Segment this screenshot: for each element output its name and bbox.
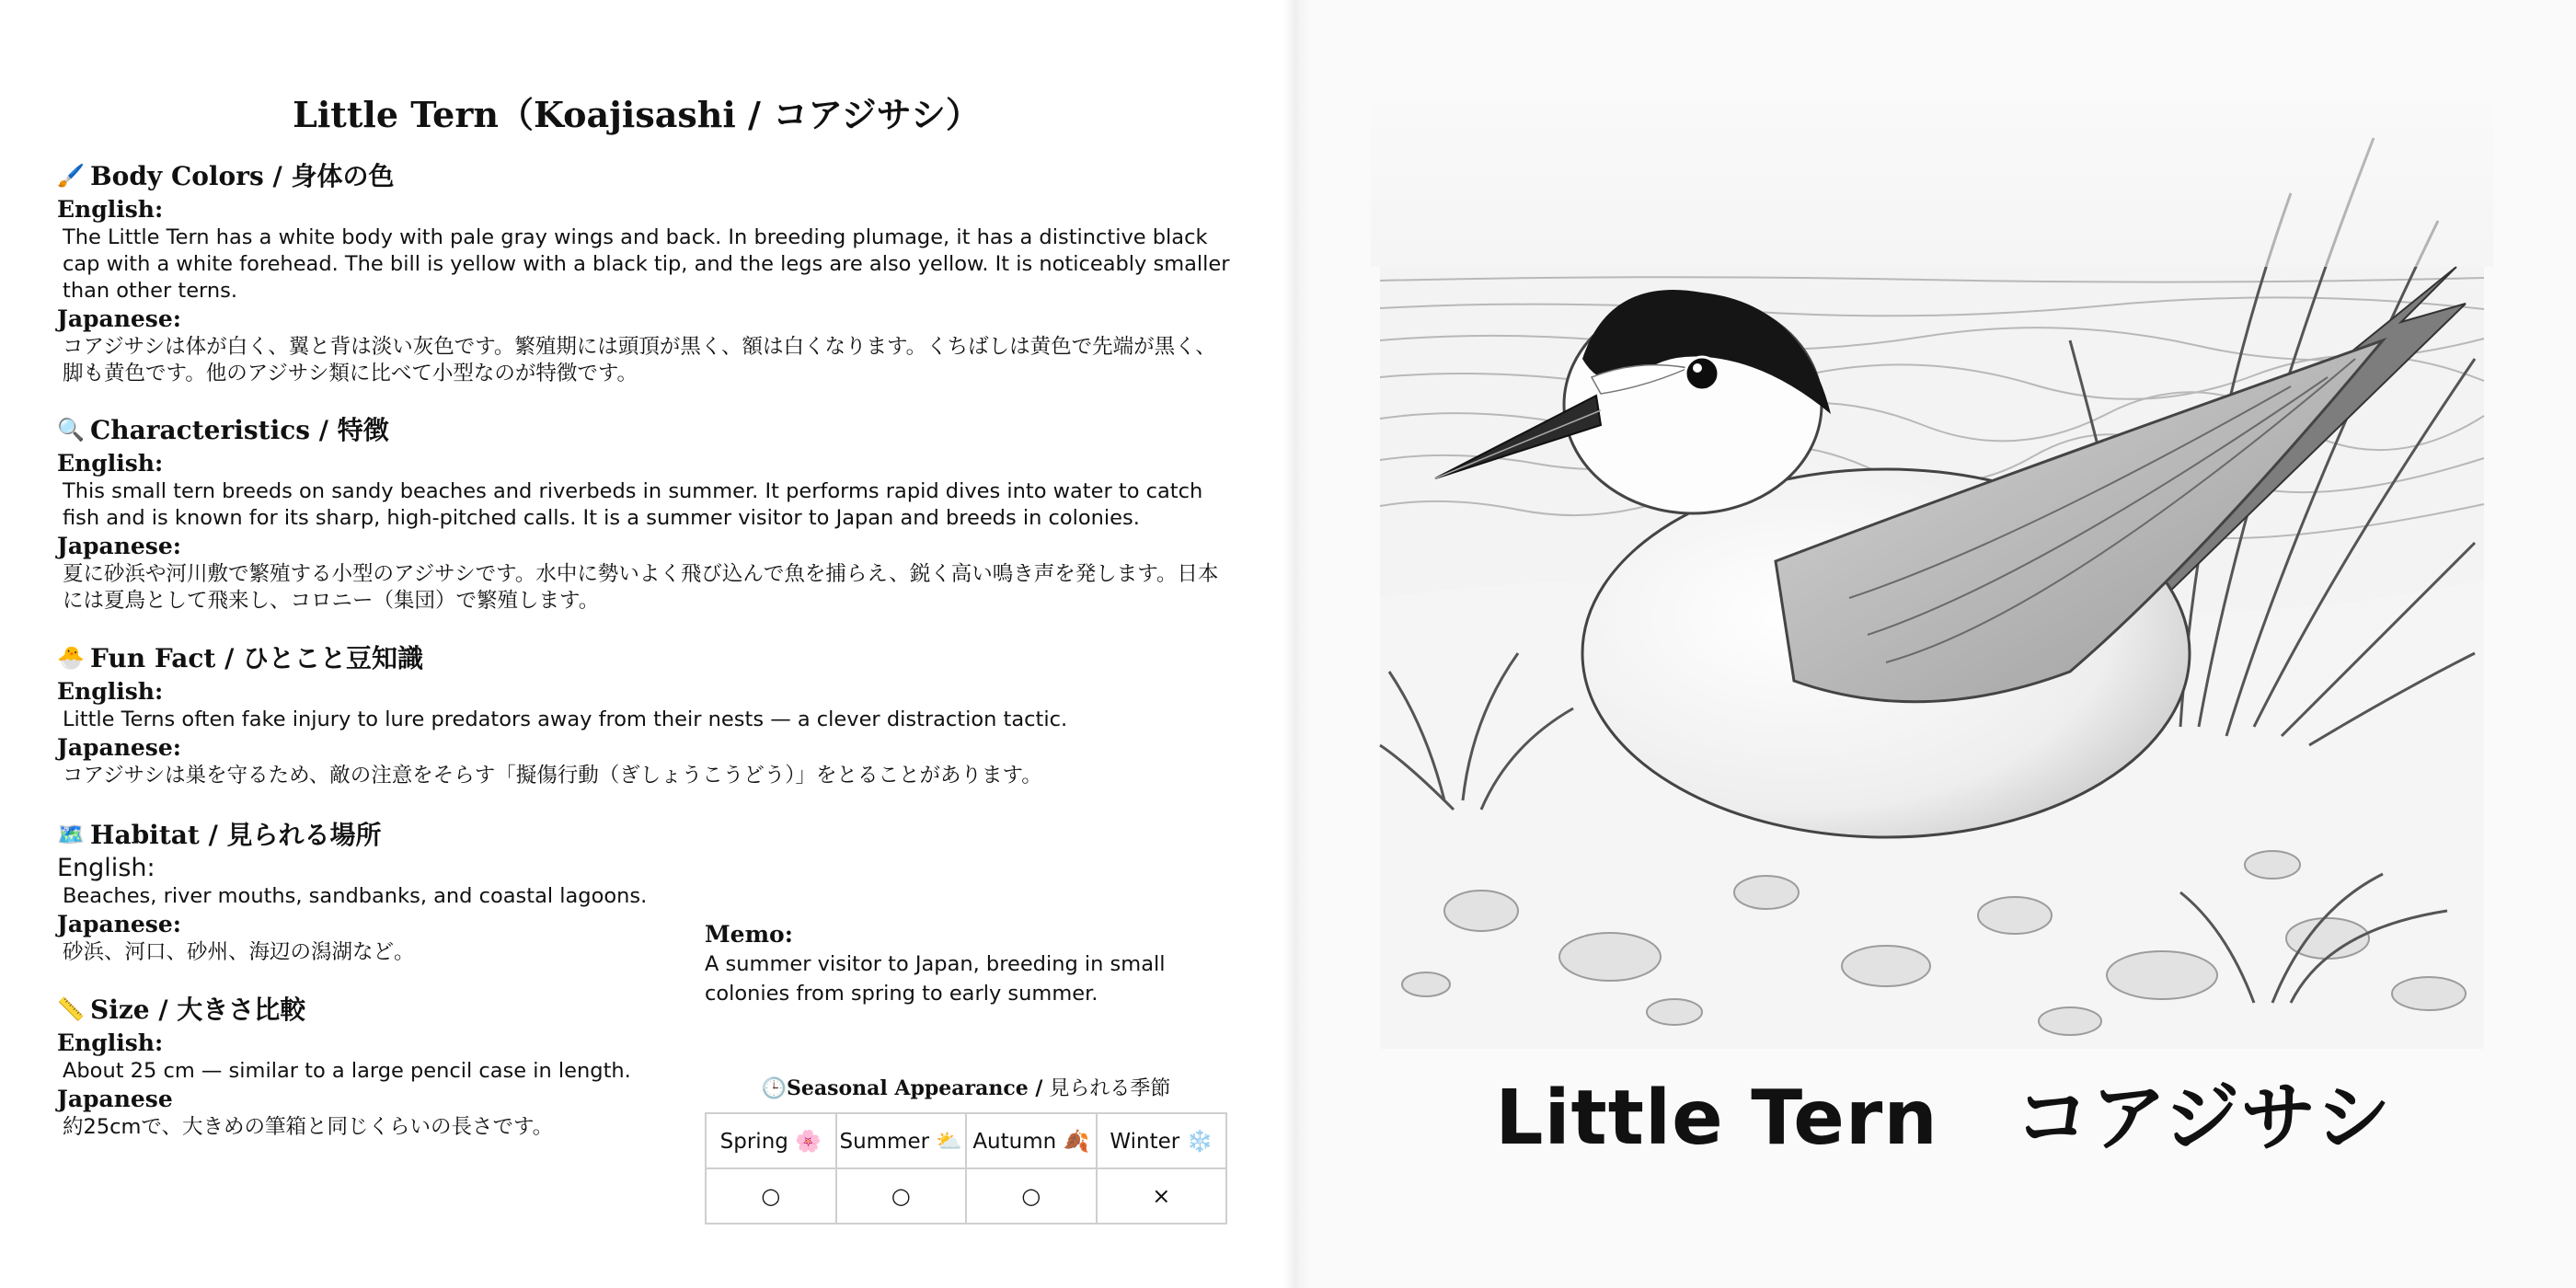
section-size (57, 990, 683, 1141)
page-title: Little Tern（Koajisashi / コアジサシ） (293, 94, 981, 135)
season-header-autumn: Autumn 🍂 (966, 1113, 1097, 1168)
section-heading (57, 990, 683, 1027)
section-habitat (57, 815, 683, 966)
section-heading-text: Characteristics / 特徴 (90, 415, 389, 445)
illustration-caption: Little Tern コアジサシ (1495, 1075, 2392, 1162)
english-text: Little Terns often fake injury to lure predators away from their nests — a clever distraction tactic. (63, 707, 1068, 731)
section-heading (57, 410, 1235, 447)
section-heading (57, 156, 1235, 193)
section-heading-text: Habitat / 見られる場所 (90, 820, 382, 850)
japanese-label: Japanese: (57, 305, 181, 332)
seasonal-title (705, 1073, 1227, 1101)
section-body-colors (57, 156, 1235, 387)
eye-highlight (1693, 363, 1702, 373)
season-value-spring: ○ (706, 1168, 836, 1224)
sky (1371, 83, 2493, 267)
english-text: About 25 cm — similar to a large pencil case in length. (63, 1059, 631, 1083)
japanese-label: Japanese: (57, 911, 181, 937)
season-value-autumn: ○ (966, 1168, 1097, 1224)
season-header-winter: Winter ❄️ (1097, 1113, 1227, 1168)
section-heading (57, 638, 1235, 675)
japanese-label: Japanese (57, 1086, 173, 1112)
japanese-text: 夏に砂浜や河川敷で繁殖する小型のアジサシです。水中に勢いよく飛び込んで魚を捕らえ、鋭く高い鳴き声を発します。日本には夏鳥として飛来し、コロニー（集団）で繁殖します。 (63, 562, 1219, 613)
seasonal-appearance (705, 1073, 1227, 1225)
english-label: English: (57, 854, 155, 882)
japanese-label: Japanese: (57, 533, 181, 559)
japanese-text: コアジサシは体が白く、翼と背は淡い灰色です。繁殖期には頭頂が黒く、額は白くなります。くちばしは黄色で先端が黒く、脚も黄色です。他のアジサシ類に比べて小型なのが特徴です。 (63, 335, 1216, 385)
japanese-label: Japanese: (57, 734, 181, 761)
english-label: English: (57, 678, 164, 705)
english-text: This small tern breeds on sandy beaches and riverbeds in summer. It performs rapid dives into water to catch fish and is known for its sharp, high-pitched calls. It is a summer visitor to Japan and breeds in colonies. (63, 479, 1203, 530)
ruler-icon: 📏 (57, 995, 85, 1022)
section-characteristics (57, 410, 1235, 615)
magnifier-icon: 🔍 (57, 415, 85, 443)
english-text: Beaches, river mouths, sandbanks, and coastal lagoons. (63, 884, 648, 908)
season-value-winter: × (1097, 1168, 1227, 1224)
section-heading-text: Fun Fact / ひとこと豆知識 (90, 643, 424, 673)
japanese-text: 砂浜、河口、砂州、海辺の潟湖など。 (63, 940, 415, 964)
seasonal-title-en: Seasonal Appearance / (786, 1076, 1043, 1100)
season-header-spring: Spring 🌸 (706, 1113, 836, 1168)
section-heading-text: Body Colors / 身体の色 (90, 161, 395, 191)
english-text: The Little Tern has a white body with pale gray wings and back. In breeding plumage, it has a distinctive black cap with a white forehead. The bill is yellow with a black tip, and the legs are also yellow. It is noticeably smaller than other terns. (63, 225, 1230, 303)
english-label: English: (57, 450, 164, 477)
tern-eye (1685, 357, 1719, 390)
memo-text: A summer visitor to Japan, breeding in small colonies from spring to early summer. (705, 952, 1166, 1006)
clock-icon: 🕒 (761, 1076, 787, 1100)
memo-label: Memo: (705, 921, 793, 948)
book-gutter (1283, 0, 1311, 1288)
section-heading-text: Size / 大きさ比較 (90, 995, 306, 1025)
japanese-text: 約25cmで、大きめの筆箱と同じくらいの長さです。 (63, 1115, 554, 1139)
season-value-row (706, 1168, 1226, 1224)
paintbrush-icon: 🖌️ (57, 161, 85, 189)
season-header-row (706, 1113, 1226, 1168)
memo-box (705, 920, 1238, 1008)
chick-icon: 🐣 (57, 643, 85, 671)
english-label: English: (57, 1029, 164, 1056)
seasonal-title-ja: 見られる季節 (1042, 1077, 1171, 1100)
section-heading (57, 815, 683, 852)
little-tern-illustration (1371, 83, 2493, 1076)
section-fun-fact (57, 638, 1235, 789)
season-table (705, 1112, 1227, 1225)
map-icon: 🗺️ (57, 820, 85, 847)
season-header-summer: Summer ⛅ (836, 1113, 967, 1168)
english-label: English: (57, 196, 164, 223)
japanese-text: コアジサシは巣を守るため、敵の注意をそらす「擬傷行動（ぎしょうこうどう）」をとることがあります。 (63, 764, 1042, 788)
season-value-summer: ○ (836, 1168, 967, 1224)
